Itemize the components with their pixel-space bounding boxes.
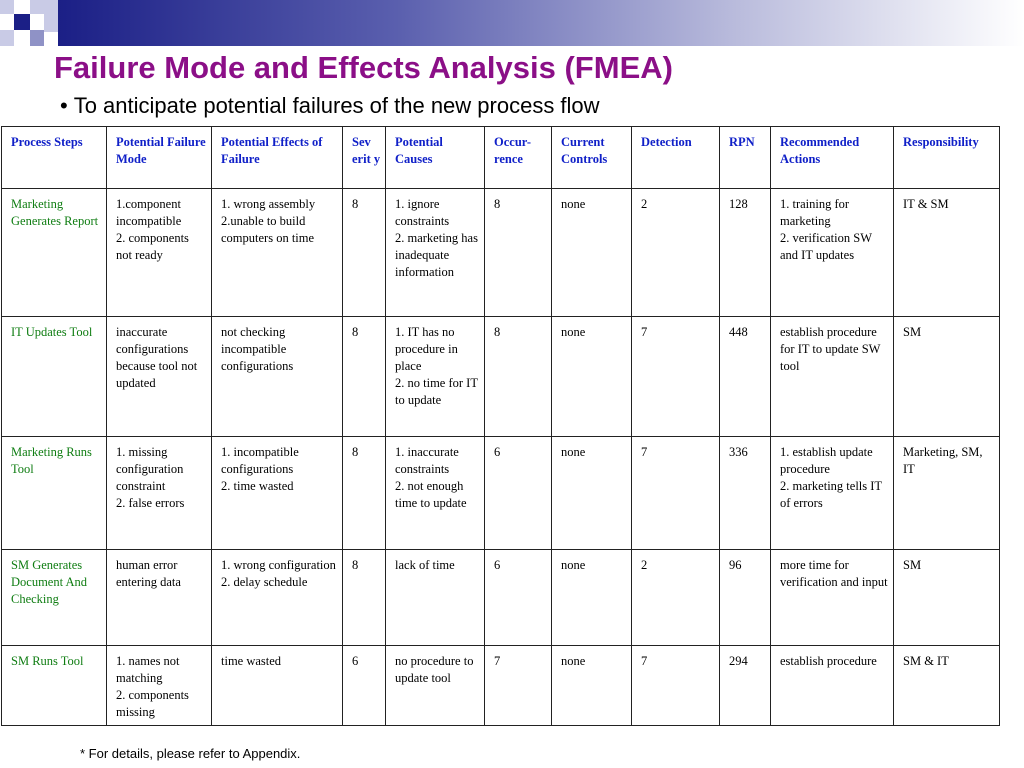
cell-recommended-actions: 1. establish update procedure 2. marketing tells IT of errors xyxy=(771,437,894,550)
cell-process-step: IT Updates Tool xyxy=(2,317,107,437)
cell-effects: 1. incompatible configurations 2. time wasted xyxy=(212,437,343,550)
decor-square xyxy=(30,0,58,14)
cell-controls: none xyxy=(552,317,632,437)
decor-square xyxy=(44,14,58,32)
decor-square xyxy=(14,14,30,30)
cell-causes: no procedure to update tool xyxy=(386,646,485,726)
header-potential-effects: Potential Effects of Failure xyxy=(212,127,343,189)
cell-controls: none xyxy=(552,437,632,550)
cell-effects: not checking incompatible configurations xyxy=(212,317,343,437)
cell-detection: 2 xyxy=(632,550,720,646)
cell-process-step: SM Generates Document And Checking xyxy=(2,550,107,646)
cell-occurrence: 6 xyxy=(485,437,552,550)
cell-recommended-actions: 1. training for marketing 2. verification SW and IT updates xyxy=(771,189,894,317)
cell-responsibility: Marketing, SM, IT xyxy=(894,437,1000,550)
cell-severity: 6 xyxy=(343,646,386,726)
header-current-controls: Current Controls xyxy=(552,127,632,189)
header-rpn: RPN xyxy=(720,127,771,189)
header-responsibility: Responsibility xyxy=(894,127,1000,189)
header-occurrence: Occur- rence xyxy=(485,127,552,189)
cell-severity: 8 xyxy=(343,550,386,646)
decor-square xyxy=(0,0,14,14)
cell-detection: 2 xyxy=(632,189,720,317)
subtitle xyxy=(60,93,600,119)
cell-controls: none xyxy=(552,189,632,317)
cell-responsibility: SM xyxy=(894,317,1000,437)
header-process-steps: Process Steps xyxy=(2,127,107,189)
cell-process-step: Marketing Runs Tool xyxy=(2,437,107,550)
cell-severity: 8 xyxy=(343,437,386,550)
cell-rpn: 448 xyxy=(720,317,771,437)
cell-detection: 7 xyxy=(632,437,720,550)
cell-recommended-actions: establish procedure for IT to update SW tool xyxy=(771,317,894,437)
header-severity: Sev erit y xyxy=(343,127,386,189)
header-potential-failure-mode: Potential Failure Mode xyxy=(107,127,212,189)
cell-recommended-actions: establish procedure xyxy=(771,646,894,726)
page-title: Failure Mode and Effects Analysis (FMEA) xyxy=(54,50,673,85)
cell-effects: 1. wrong assembly 2.unable to build computers on time xyxy=(212,189,343,317)
table-header-row xyxy=(2,127,1000,189)
cell-occurrence: 8 xyxy=(485,317,552,437)
cell-severity: 8 xyxy=(343,317,386,437)
cell-failure-mode: 1.component incompatible 2. components not ready xyxy=(107,189,212,317)
header-detection: Detection xyxy=(632,127,720,189)
cell-rpn: 294 xyxy=(720,646,771,726)
cell-controls: none xyxy=(552,550,632,646)
cell-causes: 1. IT has no procedure in place 2. no time for IT to update xyxy=(386,317,485,437)
footnote: * For details, please refer to Appendix. xyxy=(80,746,301,761)
cell-effects: time wasted xyxy=(212,646,343,726)
table-row xyxy=(2,550,1000,646)
table-row xyxy=(2,317,1000,437)
cell-responsibility: IT & SM xyxy=(894,189,1000,317)
subtitle-text: To anticipate potential failures of the new process flow xyxy=(73,93,600,118)
cell-rpn: 336 xyxy=(720,437,771,550)
decor-square xyxy=(0,30,14,46)
cell-failure-mode: 1. missing configuration constraint 2. false errors xyxy=(107,437,212,550)
header-potential-causes: Potential Causes xyxy=(386,127,485,189)
header-recommended-actions: Recommended Actions xyxy=(771,127,894,189)
cell-controls: none xyxy=(552,646,632,726)
bullet: • xyxy=(60,93,68,118)
cell-occurrence: 8 xyxy=(485,189,552,317)
fmea-table xyxy=(1,126,1000,726)
table-row xyxy=(2,437,1000,550)
cell-failure-mode: human error entering data xyxy=(107,550,212,646)
cell-detection: 7 xyxy=(632,646,720,726)
cell-rpn: 96 xyxy=(720,550,771,646)
cell-responsibility: SM xyxy=(894,550,1000,646)
cell-detection: 7 xyxy=(632,317,720,437)
cell-causes: 1. ignore constraints 2. marketing has inadequate information xyxy=(386,189,485,317)
cell-rpn: 128 xyxy=(720,189,771,317)
cell-process-step: SM Runs Tool xyxy=(2,646,107,726)
cell-responsibility: SM & IT xyxy=(894,646,1000,726)
cell-failure-mode: 1. names not matching 2. components missing xyxy=(107,646,212,726)
cell-occurrence: 7 xyxy=(485,646,552,726)
decor-square xyxy=(30,30,44,46)
table-row xyxy=(2,646,1000,726)
table-row xyxy=(2,189,1000,317)
cell-process-step: Marketing Generates Report xyxy=(2,189,107,317)
cell-failure-mode: inaccurate configurations because tool not updated xyxy=(107,317,212,437)
cell-severity: 8 xyxy=(343,189,386,317)
cell-causes: lack of time xyxy=(386,550,485,646)
cell-effects: 1. wrong configuration 2. delay schedule xyxy=(212,550,343,646)
header-banner xyxy=(58,0,1024,46)
cell-recommended-actions: more time for verification and input xyxy=(771,550,894,646)
cell-causes: 1. inaccurate constraints 2. not enough time to update xyxy=(386,437,485,550)
cell-occurrence: 6 xyxy=(485,550,552,646)
